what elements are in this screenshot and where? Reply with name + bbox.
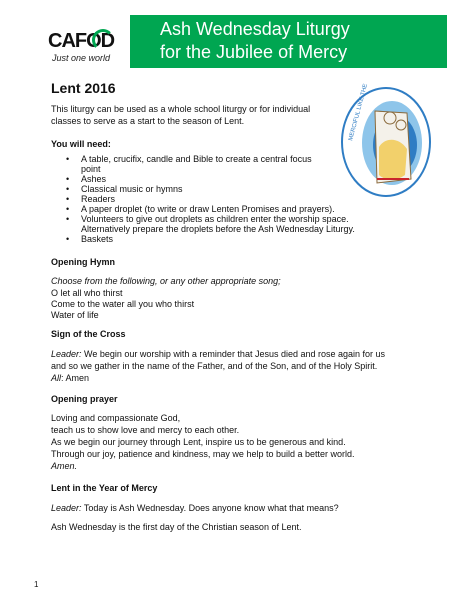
list-item: • Volunteers to give out droplets as children enter the worship space. bbox=[81, 214, 355, 224]
prayer-amen: Amen. bbox=[51, 461, 78, 471]
list-item-continuation: Alternatively prepare the droplets before the Ash Wednesday Liturgy. bbox=[81, 224, 355, 234]
cafod-logo bbox=[30, 15, 130, 68]
needs-heading: You will need: bbox=[51, 139, 111, 149]
prayer-line: Loving and compassionate God, bbox=[51, 413, 181, 423]
mercy-heading: Lent in the Year of Mercy bbox=[51, 483, 158, 493]
mercy-statement: Ash Wednesday is the first day of the Christian season of Lent. bbox=[51, 522, 302, 532]
prayer-line: Through our joy, patience and kindness, may we help to build a better world. bbox=[51, 449, 355, 459]
cross-leader-line-1 bbox=[51, 348, 385, 360]
prayer-line: teach us to show love and mercy to each other. bbox=[51, 425, 240, 435]
list-item: • Readers bbox=[81, 194, 355, 204]
list-item: • Classical music or hymns bbox=[81, 184, 355, 194]
hymn-item: Water of life bbox=[51, 310, 99, 320]
cross-all-line bbox=[51, 372, 89, 384]
logo-word: CAFOD bbox=[48, 30, 115, 52]
list-item: • Baskets bbox=[81, 234, 355, 244]
all-text: : Amen bbox=[61, 373, 90, 383]
banner-title-line-2: for the Jubilee of Mercy bbox=[160, 42, 348, 62]
logo-swoosh-icon bbox=[92, 29, 114, 51]
logo-tagline: Just one world bbox=[52, 53, 111, 63]
intro-line-1: This liturgy can be used as a whole school liturgy or for individual bbox=[51, 104, 311, 114]
prayer-line: As we begin our journey through Lent, inspire us to be generous and kind. bbox=[51, 437, 346, 447]
list-item: • A table, crucifix, candle and Bible to create a central focus bbox=[81, 154, 355, 164]
list-item-continuation: point bbox=[81, 164, 101, 174]
leader-label: Leader: bbox=[51, 503, 82, 513]
cross-leader-line-2: and so we gather in the name of the Father, and of the Son, and of the Holy Spirit. bbox=[51, 361, 378, 371]
title-banner bbox=[130, 15, 447, 68]
page-title: Lent 2016 bbox=[51, 80, 116, 96]
intro-line-2: classes to serve as a start to the season of Lent. bbox=[51, 116, 245, 126]
banner-title-line-1: Ash Wednesday Liturgy bbox=[160, 19, 350, 39]
hymn-item: O let all who thirst bbox=[51, 288, 123, 298]
needs-list bbox=[51, 154, 355, 244]
cross-leader-text: We begin our worship with a reminder that Jesus died and rose again for us bbox=[81, 349, 386, 359]
header-banner bbox=[30, 15, 447, 68]
hymn-heading: Opening Hymn bbox=[51, 257, 116, 267]
list-item: • A paper droplet (to write or draw Lenten Promises and prayers). bbox=[81, 204, 355, 214]
hymn-intro: Choose from the following, or any other appropriate song; bbox=[51, 276, 281, 286]
leader-label: Leader: bbox=[51, 349, 82, 359]
mercy-leader-text: Today is Ash Wednesday. Does anyone know what that means? bbox=[81, 503, 339, 513]
list-item: • Ashes bbox=[81, 174, 355, 184]
hymn-item: Come to the water all you who thirst bbox=[51, 299, 195, 309]
prayer-heading: Opening prayer bbox=[51, 394, 118, 404]
all-label: All bbox=[51, 373, 62, 383]
jubilee-of-mercy-logo bbox=[337, 83, 435, 201]
mercy-leader-line bbox=[51, 502, 339, 514]
page-number: 1 bbox=[34, 580, 39, 589]
cross-heading: Sign of the Cross bbox=[51, 329, 126, 339]
